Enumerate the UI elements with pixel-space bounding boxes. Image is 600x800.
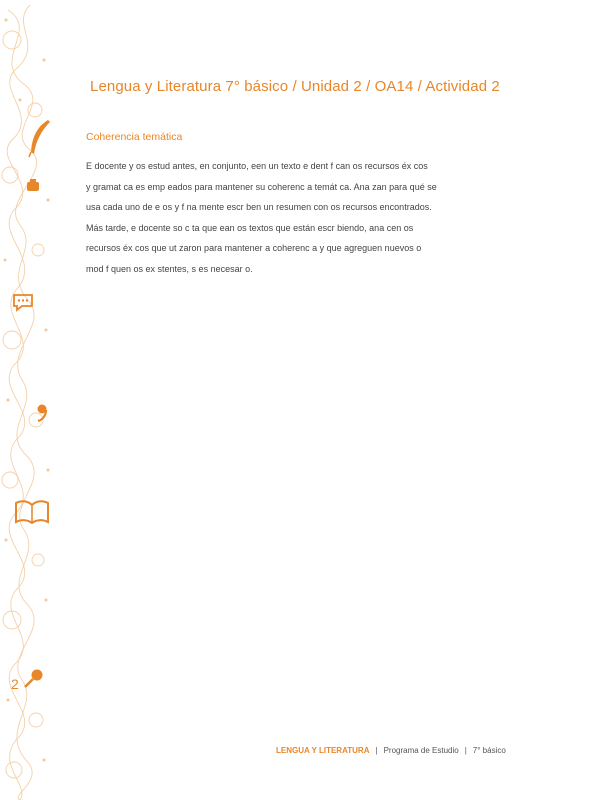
quill-icon	[26, 118, 52, 158]
microphone-icon	[22, 668, 44, 690]
body-line: recursos éx cos que ut zaron para mantener a coherenc a y que agreguen nuevos o	[86, 243, 422, 253]
speech-bubble-icon	[12, 292, 34, 312]
footer-program: Programa de Estudio	[383, 746, 459, 755]
page-footer	[276, 746, 506, 755]
section-title: Coherencia temática	[86, 131, 183, 143]
page-title: Lengua y Literatura 7° básico / Unidad 2 / OA14 / Actividad 2	[90, 78, 500, 95]
footer-separator: |	[464, 746, 467, 755]
footer-separator: |	[375, 746, 378, 755]
open-book-icon	[14, 498, 50, 526]
body-line: E docente y os estud antes, en conjunto, een un texto e dent f can os recursos éx cos	[86, 161, 428, 171]
footer-grade: 7° básico	[472, 746, 506, 755]
body-line: y gramat ca es emp eados para mantener su coherenc a temát ca. Ana zan para qué se	[86, 181, 437, 192]
body-line: Más tarde, e docente so c ta que ean os textos que están escr biendo, ana cen os	[86, 222, 414, 233]
page-number: 2	[11, 676, 19, 692]
body-line: usa cada uno de e os y f na mente escr ben un resumen con os recursos encontrados.	[86, 202, 432, 212]
inkwell-icon	[25, 176, 41, 192]
footer-brand: LENGUA Y LITERATURA	[276, 746, 370, 755]
body-text	[86, 156, 486, 279]
body-line: mod f quen os ex stentes, s es necesar o.	[86, 263, 253, 274]
comma-icon	[36, 404, 48, 422]
